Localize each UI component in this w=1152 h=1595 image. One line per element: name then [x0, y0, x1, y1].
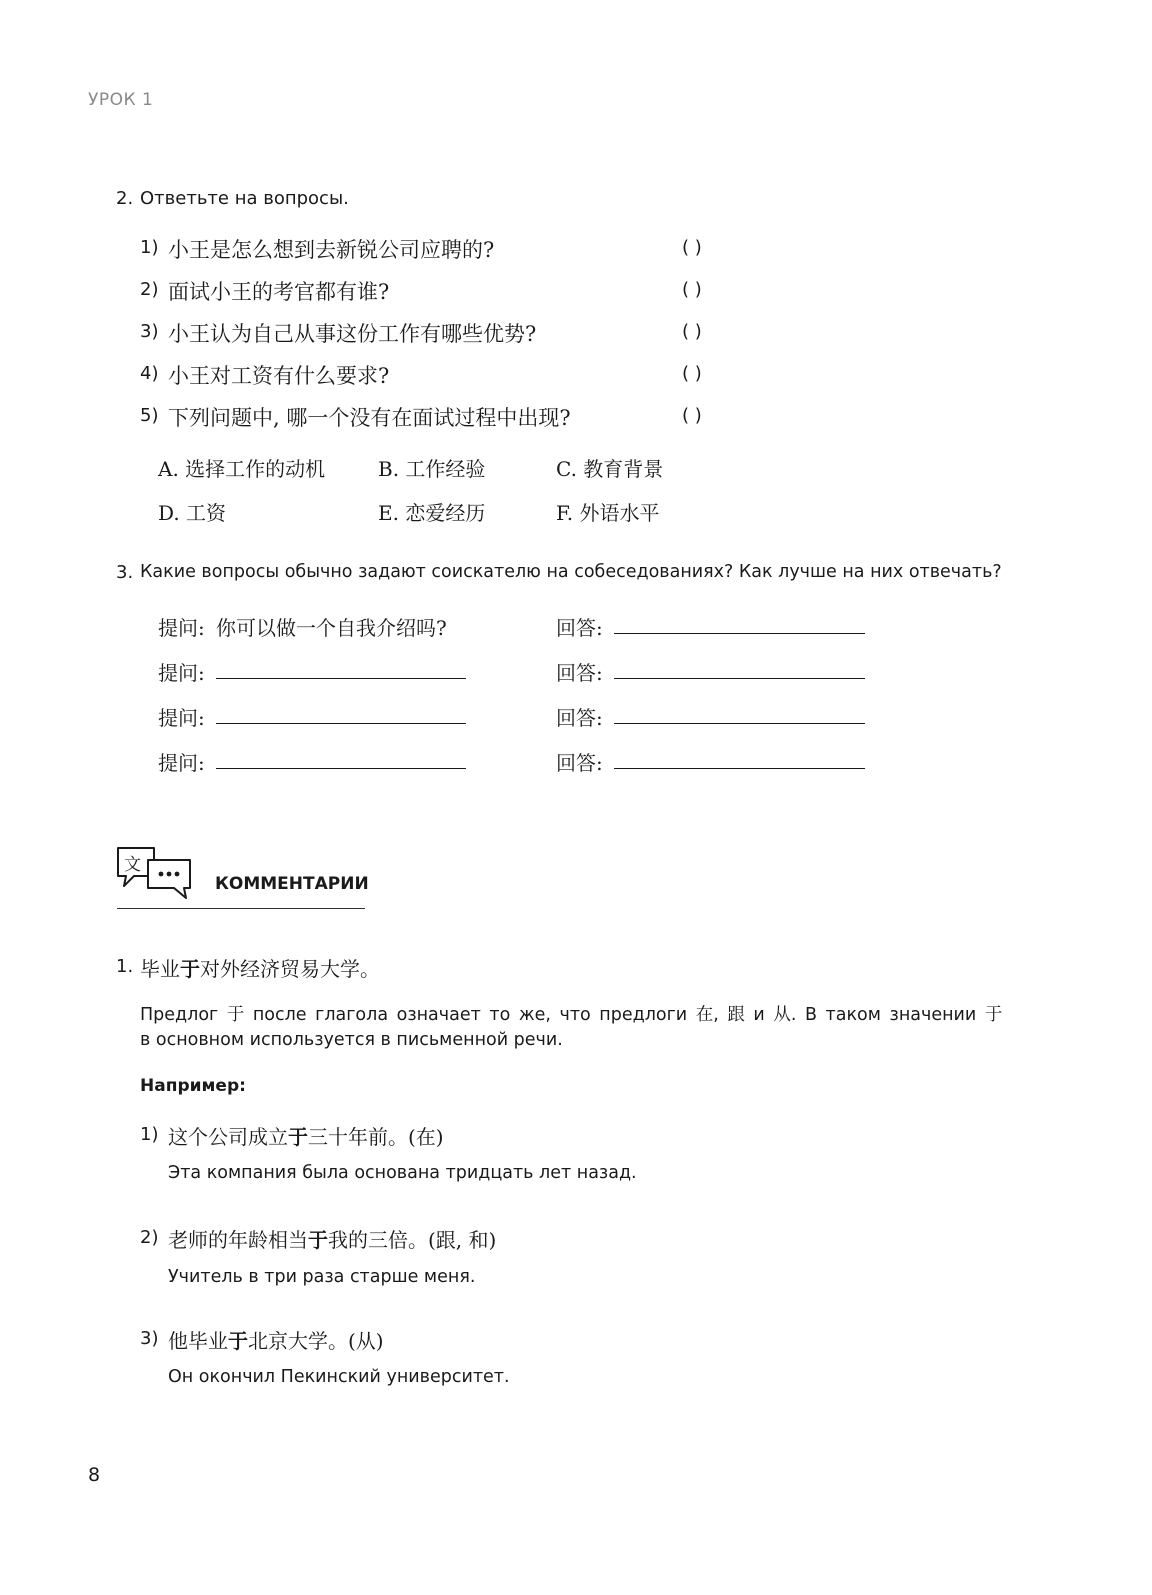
question-text: 小王对工资有什么要求? — [168, 364, 390, 388]
question-number: 4) — [140, 363, 159, 384]
question-number: 3) — [140, 321, 159, 342]
comments-section-title: КОММЕНТАРИИ — [215, 874, 369, 894]
lesson-header: УРОК 1 — [88, 90, 154, 110]
answer-blank[interactable] — [614, 723, 865, 724]
page-number: 8 — [88, 1464, 101, 1486]
answer-blank[interactable] — [614, 768, 865, 769]
comment-1-sentence: 毕业于对外经济贸易大学。 — [140, 957, 380, 981]
question-number: 1) — [140, 237, 159, 258]
question-blank[interactable] — [216, 678, 466, 679]
answer-blank[interactable] — [614, 678, 865, 679]
answer-blank[interactable] — [614, 633, 865, 634]
answer-parentheses[interactable]: ( ) — [682, 279, 702, 300]
option-e: E. 恋爱经历 — [378, 501, 486, 525]
example-number: 1) — [140, 1124, 159, 1145]
explanation-line-2: в основном используется в письменной речи. — [140, 1030, 563, 1050]
option-a: A. 选择工作的动机 — [158, 457, 326, 481]
example-translation: Он окончил Пекинский университет. — [168, 1367, 510, 1387]
question-text: 面试小王的考官都有谁? — [168, 280, 390, 304]
section-divider — [117, 908, 365, 909]
question-number: 2) — [140, 279, 159, 300]
explanation-line-1: Предлог 于 после глагола означает то же, что предлоги 在, 跟 и 从. В таком значении 于 — [140, 1005, 1003, 1025]
answer-parentheses[interactable]: ( ) — [682, 237, 702, 258]
question-text: 小王认为自己从事这份工作有哪些优势? — [168, 322, 537, 346]
ask-label: 提问: — [158, 751, 205, 775]
option-b: B. 工作经验 — [378, 457, 486, 481]
ask-label: 提问: — [158, 616, 205, 640]
exercise-3-title: Какие вопросы обычно задают соискателю на собеседованиях? Как лучше на них отвечать? — [140, 562, 1002, 582]
question-text: 下列问题中, 哪一个没有在面试过程中出现? — [168, 406, 571, 430]
question-number: 5) — [140, 405, 159, 426]
exercise-2-title: Ответьте на вопросы. — [140, 188, 349, 209]
example-sentence: 他毕业于北京大学。(从) — [168, 1329, 384, 1353]
sample-question: 你可以做一个自我介绍吗? — [216, 616, 447, 640]
exercise-3-number: 3. — [116, 562, 134, 583]
answer-label: 回答: — [556, 616, 603, 640]
comment-1-number: 1. — [116, 956, 134, 977]
question-blank[interactable] — [216, 723, 466, 724]
example-sentence: 老师的年龄相当于我的三倍。(跟, 和) — [168, 1228, 497, 1252]
ask-label: 提问: — [158, 706, 205, 730]
option-c: C. 教育背景 — [556, 457, 664, 481]
example-sentence: 这个公司成立于三十年前。(在) — [168, 1125, 444, 1149]
answer-label: 回答: — [556, 706, 603, 730]
example-label: Например: — [140, 1076, 246, 1096]
option-f: F. 外语水平 — [556, 501, 660, 525]
answer-parentheses[interactable]: ( ) — [682, 405, 702, 426]
ask-label: 提问: — [158, 661, 205, 685]
exercise-2-number: 2. — [116, 188, 134, 209]
answer-parentheses[interactable]: ( ) — [682, 321, 702, 342]
example-translation: Эта компания была основана тридцать лет назад. — [168, 1163, 637, 1183]
question-text: 小王是怎么想到去新锐公司应聘的? — [168, 238, 495, 262]
option-d: D. 工资 — [158, 501, 227, 525]
answer-parentheses[interactable]: ( ) — [682, 363, 702, 384]
comments-icon-glyph: 文 — [124, 855, 141, 875]
example-number: 2) — [140, 1227, 159, 1248]
example-translation: Учитель в три раза старше меня. — [168, 1267, 476, 1287]
example-number: 3) — [140, 1328, 159, 1349]
answer-label: 回答: — [556, 751, 603, 775]
question-blank[interactable] — [216, 768, 466, 769]
answer-label: 回答: — [556, 661, 603, 685]
